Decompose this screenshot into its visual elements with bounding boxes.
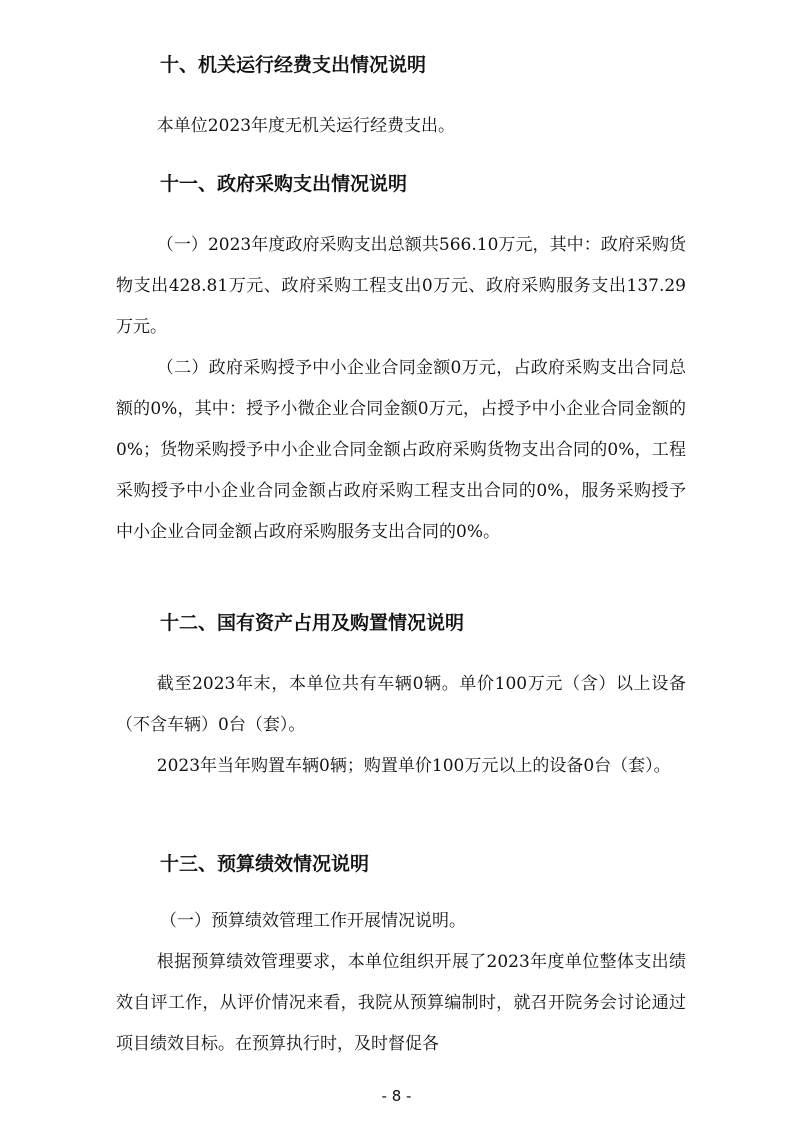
section-12-paragraph-1: 截至2023年末，本单位共有车辆0辆。单价100万元（含）以上设备（不含车辆）0台（套）。 [116,674,686,735]
section-10-heading: 十、机关运行经费支出情况说明 [160,54,427,76]
section-10-paragraph: 本单位2023年度无机关运行经费支出。 [156,116,456,136]
section-12-heading: 十二、国有资产占用及购置情况说明 [160,612,465,634]
section-13-subheading: （一）预算绩效管理工作开展情况说明。 [160,911,466,931]
section-11-paragraph-1: （一）2023年度政府采购支出总额共566.10万元，其中：政府采购货物支出428.81万元、政府采购工程支出0万元、政府采购服务支出137.29万元。 [116,235,686,337]
section-12-paragraph-2: 2023年当年购置车辆0辆；购置单价100万元以上的设备0台（套）。 [156,756,671,776]
page-number: - 8 - [381,1087,412,1105]
section-13-paragraph-1: 根据预算绩效管理要求，本单位组织开展了2023年度单位整体支出绩效自评工作，从评价情况来看，我院从预算编制时，就召开院务会讨论通过项目绩效目标。在预算执行时，及时督促各 [116,952,686,1054]
section-13-heading: 十三、预算绩效情况说明 [160,853,370,875]
section-11-heading: 十一、政府采购支出情况说明 [160,173,408,195]
section-11-paragraph-2: （二）政府采购授予中小企业合同金额0万元，占政府采购支出合同总额的0%，其中：授予小微企业合同金额0万元，占授予中小企业合同金额的0%；货物采购授予中小企业合同金额占政府采购货物支出合同的0%，工程采购授予中小企业合同金额占政府采购工程支出合同的0%，服务采购授予中小企业合同金额占政府采购服务支出合同的0%。 [116,358,686,542]
